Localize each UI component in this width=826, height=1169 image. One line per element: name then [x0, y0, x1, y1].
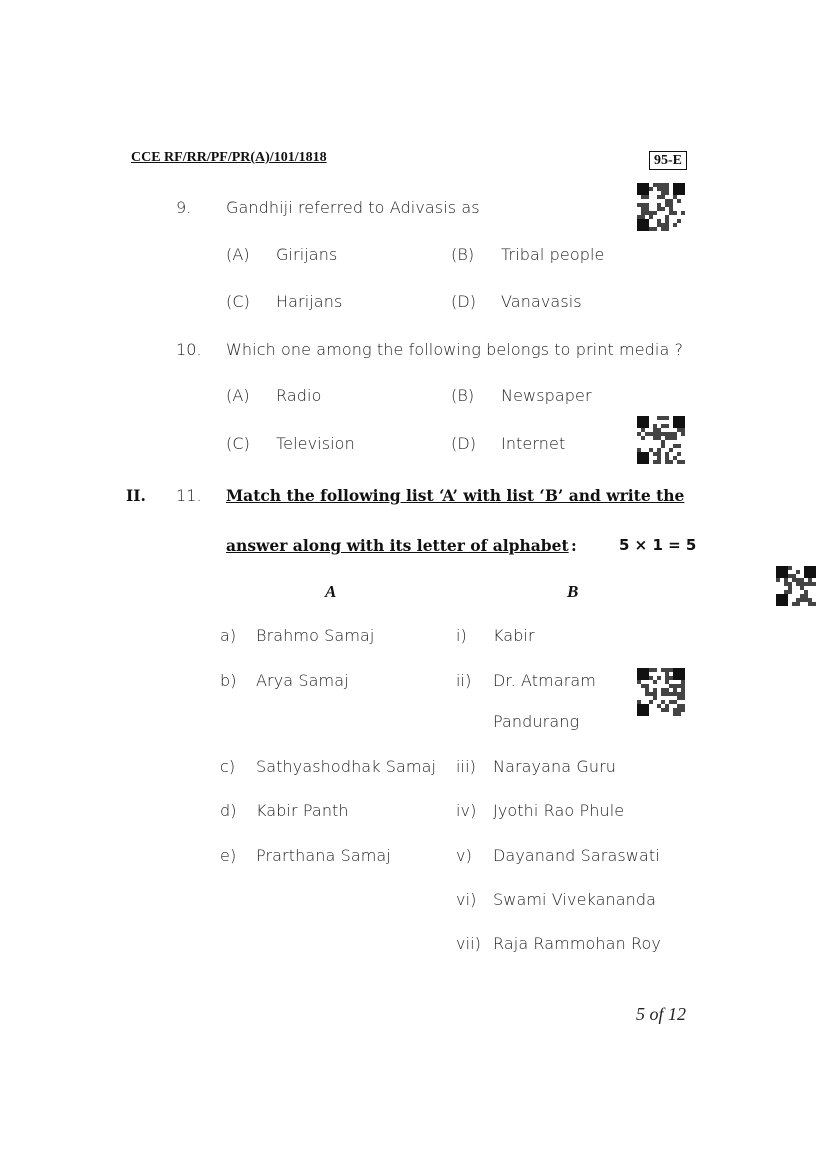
question-10-text: Which one among the following belongs to print media ?	[226, 340, 684, 359]
q10-option-d-text: Internet	[501, 434, 566, 453]
list-b-heading: B	[567, 582, 579, 601]
q10-option-a-letter: (A)	[226, 386, 250, 405]
list-a-item: Brahmo Samaj	[256, 626, 375, 645]
list-a-item-label: a)	[220, 626, 237, 645]
page-number: 5 of 12	[636, 1004, 687, 1024]
qr-code-icon	[637, 183, 685, 231]
list-a-item-label: d)	[220, 801, 237, 820]
q9-option-c-letter: (C)	[226, 292, 250, 311]
list-a-heading: A	[325, 582, 337, 601]
list-b-item-label: iv)	[456, 801, 477, 820]
q9-option-c-text: Harijans	[276, 292, 343, 311]
question-11-line-1: Match the following list ‘A’ with list ‘B’ and write the	[226, 486, 685, 505]
list-a-item: Kabir Panth	[256, 801, 349, 820]
list-b-item: Raja Rammohan Roy	[493, 934, 661, 953]
list-a-item-label: c)	[220, 757, 236, 776]
q9-option-d-text: Vanavasis	[501, 292, 582, 311]
list-b-item: Narayana Guru	[493, 757, 617, 776]
q9-option-a-letter: (A)	[226, 245, 250, 264]
list-a-item: Prarthana Samaj	[256, 846, 391, 865]
list-a-item: Sathyashodhak Samaj	[256, 757, 437, 776]
list-b-item-label: vi)	[456, 890, 477, 909]
question-11-marks: 5 × 1 = 5	[619, 536, 697, 554]
question-11-colon: :	[571, 536, 577, 555]
question-9-number: 9.	[176, 198, 192, 217]
question-10-number: 10.	[176, 340, 202, 359]
question-11-line-2: answer along with its letter of alphabet	[226, 536, 569, 555]
question-11-number: 11.	[176, 486, 202, 505]
q9-option-b-letter: (B)	[451, 245, 475, 264]
q9-option-b-text: Tribal people	[501, 245, 605, 264]
q9-option-a-text: Girijans	[276, 245, 338, 264]
qr-code-icon	[637, 416, 685, 464]
list-b-item-label: vii)	[456, 934, 482, 953]
q10-option-c-text: Television	[276, 434, 355, 453]
list-b-item-label: iii)	[456, 757, 476, 776]
q10-option-d-letter: (D)	[451, 434, 477, 453]
q9-option-d-letter: (D)	[451, 292, 477, 311]
list-a-item: Arya Samaj	[256, 671, 349, 690]
question-9-text: Gandhiji referred to Adivasis as	[226, 198, 480, 217]
list-b-item: Dayanand Saraswati	[493, 846, 660, 865]
list-b-item-label: v)	[456, 846, 472, 865]
qr-code-icon	[776, 566, 816, 606]
q10-option-b-letter: (B)	[451, 386, 475, 405]
qr-code-icon	[637, 668, 685, 716]
list-a-item-label: e)	[220, 846, 237, 865]
list-b-item: Jyothi Rao Phule	[493, 801, 625, 820]
list-b-item: Kabir	[493, 626, 535, 645]
version-code-box: 95-E	[649, 151, 687, 170]
list-b-item-label: ii)	[456, 671, 472, 690]
list-b-item-continuation: Pandurang	[493, 712, 580, 731]
list-b-item: Swami Vivekananda	[493, 890, 657, 909]
q10-option-a-text: Radio	[276, 386, 322, 405]
list-b-item-label: i)	[456, 626, 467, 645]
section-number: II.	[126, 486, 146, 505]
q10-option-b-text: Newspaper	[501, 386, 592, 405]
q10-option-c-letter: (C)	[226, 434, 250, 453]
list-a-item-label: b)	[220, 671, 237, 690]
list-b-item: Dr. Atmaram	[493, 671, 596, 690]
paper-code: CCE RF/RR/PF/PR(A)/101/1818	[131, 150, 327, 165]
